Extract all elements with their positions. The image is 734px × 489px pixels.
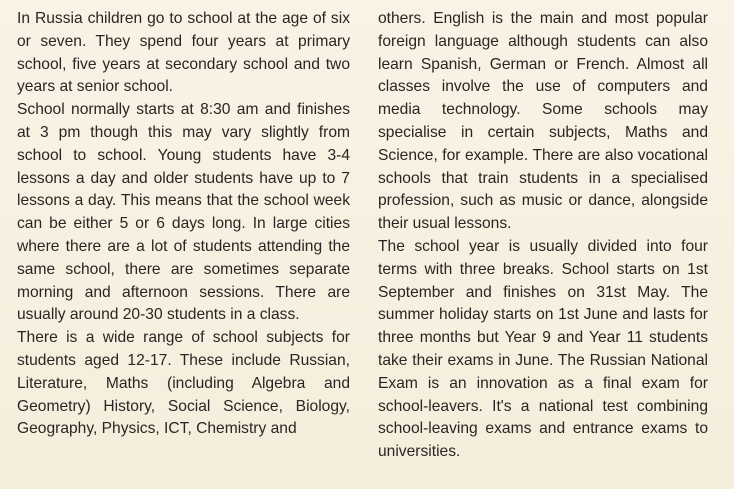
left-column: [17, 8, 350, 441]
paragraph-school-day: School normally starts at 8:30 am and finishes at 3 pm though this may vary slightly from school to school. Young students have 3-4 lessons a day and older students have up to 7 lessons a day. This means that the school week can be either 5 or 6 days long. In large cities where there are a lot of students attending the same school, there are sometimes separate morning and afternoon sessions. There are usually around 20-30 students in a class.: [17, 101, 350, 324]
paragraph-subjects-continued: others. English is the main and most popular foreign language although students can also learn Spanish, German or French. Almost all classes involve the use of computers and media technology. Some schools may specialise in certain subjects, Maths and Science, for example. There are also vocational schools that train students in a specialised profession, such as music or dance, alongside their usual lessons.: [378, 10, 708, 233]
right-column: [378, 8, 708, 464]
paragraph-subjects: There is a wide range of school subjects for students aged 12-17. These include Russian, Literature, Maths (including Algebra and Geometry) History, Social Science, Biology, Geography, Physics, ICT, Chemistry and: [17, 329, 350, 438]
paragraph-school-year: The school year is usually divided into four terms with three breaks. School starts on 1st September and finishes on 31st May. The summer holiday starts on 1st June and lasts for three months but Year 9 and Year 11 students take their exams in June. The Russian National Exam is an innovation as a final exam for school-leavers. It's a national test combining school-leaving exams and entrance exams to universities.: [378, 237, 708, 461]
paragraph-school-ages: In Russia children go to school at the age of six or seven. They spend four years at primary school, five years at secondary school and two years at senior school.: [17, 10, 350, 96]
